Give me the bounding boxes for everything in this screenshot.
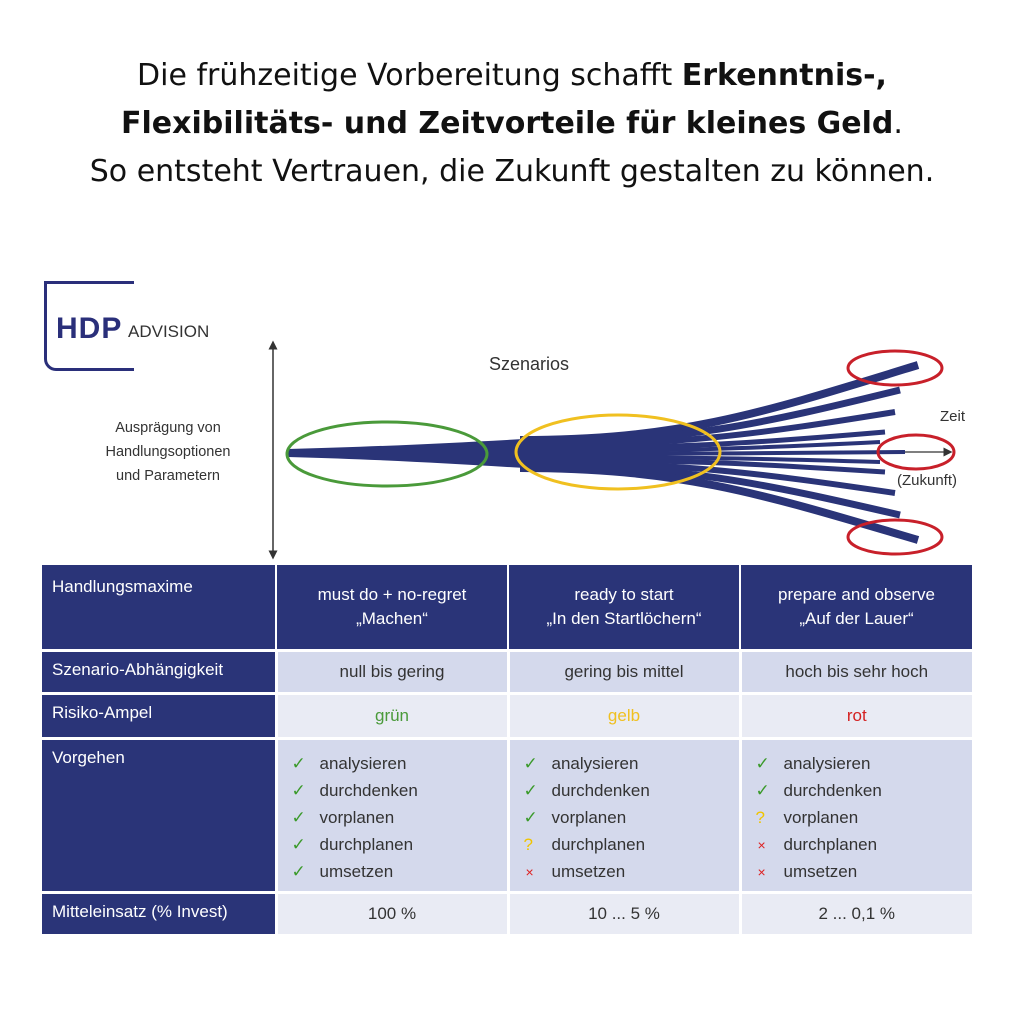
future-label: (Zukunft): [897, 472, 958, 489]
check-icon: ✓: [291, 862, 306, 881]
scenario-fan: [288, 365, 918, 540]
y-axis-label-line: Ausprägung von: [115, 420, 221, 436]
approach-text: umsetzen: [551, 862, 626, 881]
column-header-ready: [508, 565, 740, 651]
column-header-line: must do + no-regret: [317, 585, 467, 604]
question-icon: ?: [755, 808, 765, 827]
maxim-table: [42, 565, 972, 934]
headline-text: .: [893, 106, 903, 141]
approach-text: vorplanen: [551, 808, 627, 827]
approach-item: [524, 831, 739, 858]
y-axis-label-line: und Parametern: [116, 468, 220, 484]
cross-icon: ×: [525, 864, 534, 880]
dependency-value: hoch bis sehr hoch: [740, 651, 972, 694]
logo-suffix: ADVISION: [128, 322, 210, 341]
approach-item: [756, 750, 973, 777]
approach-item: [756, 858, 973, 885]
approach-item: [292, 831, 507, 858]
row-label-dependency: Szenario-Abhängigkeit: [42, 651, 276, 694]
approach-list: [276, 739, 508, 893]
approach-text: durchplanen: [783, 835, 878, 854]
investment-value: 100 %: [276, 893, 508, 935]
approach-item: [292, 858, 507, 885]
approach-item: [756, 804, 973, 831]
approach-list: [740, 739, 972, 893]
approach-item: [524, 777, 739, 804]
approach-text: durchdenken: [319, 781, 418, 800]
column-header-line: „Machen“: [356, 609, 428, 628]
approach-text: analysieren: [319, 754, 407, 773]
approach-item: [292, 750, 507, 777]
approach-text: durchplanen: [551, 835, 646, 854]
approach-text: durchdenken: [551, 781, 650, 800]
approach-text: umsetzen: [783, 862, 858, 881]
approach-item: [756, 777, 973, 804]
check-icon: ✓: [291, 754, 306, 773]
column-header-line: „Auf der Lauer“: [799, 609, 914, 628]
check-icon: ✓: [755, 754, 770, 773]
approach-item: [524, 750, 739, 777]
check-icon: ✓: [291, 835, 306, 854]
column-header-must-do: [276, 565, 508, 651]
risk-value-red: rot: [740, 694, 972, 739]
table-row-risk: [42, 694, 972, 739]
y-axis-label: [88, 416, 248, 488]
approach-item: [756, 831, 973, 858]
approach-text: umsetzen: [319, 862, 394, 881]
table-row-approach: [42, 739, 972, 893]
diagram-title: Szenarios: [489, 354, 570, 374]
check-icon: ✓: [291, 781, 306, 800]
approach-item: [292, 804, 507, 831]
column-header-line: ready to start: [574, 585, 674, 604]
approach-item: [292, 777, 507, 804]
approach-list: [508, 739, 740, 893]
approach-text: durchplanen: [319, 835, 414, 854]
logo-brand: HDP: [56, 312, 123, 345]
headline-bold-text: Erkenntnis-,: [681, 58, 887, 93]
check-icon: ✓: [523, 808, 538, 827]
dependency-value: gering bis mittel: [508, 651, 740, 694]
row-label-investment: Mitteleinsatz (% Invest): [42, 893, 276, 935]
headline-line-3: So entsteht Vertrauen, die Zukunft gestalten zu können.: [89, 154, 935, 189]
check-icon: ✓: [291, 808, 306, 827]
headline-bold-text: Flexibilitäts- und Zeitvorteile für kleines Geld: [121, 106, 894, 141]
cross-icon: ×: [757, 837, 766, 853]
approach-text: vorplanen: [783, 808, 859, 827]
risk-value-yellow: gelb: [508, 694, 740, 739]
table-row-dependency: [42, 651, 972, 694]
approach-text: vorplanen: [319, 808, 395, 827]
risk-value-green: grün: [276, 694, 508, 739]
fan-branch: [520, 452, 905, 454]
investment-value: 10 ... 5 %: [508, 893, 740, 935]
table-row-investment: [42, 893, 972, 935]
row-label-approach: Vorgehen: [42, 739, 276, 893]
question-icon: ?: [523, 835, 533, 854]
approach-text: analysieren: [783, 754, 871, 773]
investment-value: 2 ... 0,1 %: [740, 893, 972, 935]
approach-text: durchdenken: [783, 781, 882, 800]
check-icon: ✓: [523, 781, 538, 800]
headline-text: Die frühzeitige Vorbereitung schafft: [137, 58, 682, 93]
cross-icon: ×: [757, 864, 766, 880]
column-header-line: prepare and observe: [778, 585, 935, 604]
y-axis-label-line: Handlungsoptionen: [105, 444, 231, 460]
column-header-line: „In den Startlöchern“: [546, 609, 702, 628]
column-header-prepare: [740, 565, 972, 651]
row-label-risk: Risiko-Ampel: [42, 694, 276, 739]
approach-item: [524, 858, 739, 885]
dependency-value: null bis gering: [276, 651, 508, 694]
check-icon: ✓: [755, 781, 770, 800]
approach-text: analysieren: [551, 754, 639, 773]
check-icon: ✓: [523, 754, 538, 773]
time-label: Zeit: [940, 408, 966, 425]
row-label-maxim: Handlungsmaxime: [42, 565, 276, 651]
approach-item: [524, 804, 739, 831]
table-header-row: [42, 565, 972, 651]
